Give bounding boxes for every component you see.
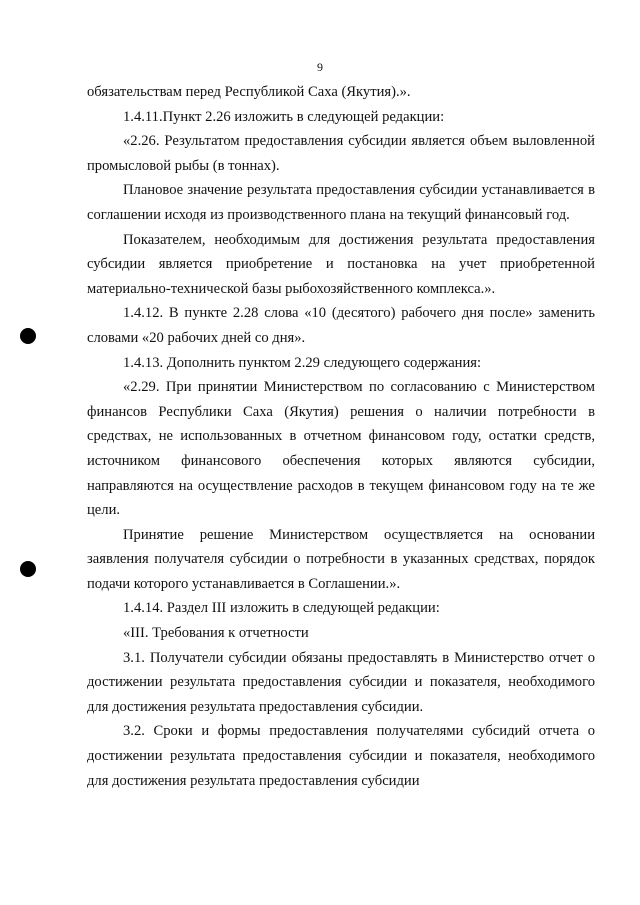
paragraph: обязательствам перед Республикой Саха (Якутия).». [87, 84, 411, 100]
paragraph: Принятие решение Министерством осуществляется на основании заявления получателя субсидии о потребности в указанных средствах, порядок подачи которого устанавливается в Соглашении.». [87, 526, 595, 592]
paragraph: 1.4.11.Пункт 2.26 изложить в следующей редакции: [123, 108, 445, 125]
paragraph: 1.4.13. Дополнить пунктом 2.29 следующего содержания: [123, 354, 482, 371]
paragraph: «2.26. Результатом предоставления субсидии является объем выловленной промысловой рыбы (в тоннах). [87, 133, 595, 174]
paragraph: 3.2. Сроки и формы предоставления получателями субсидий отчета о достижении результата предоставления субсидии и показателя, необходимого для достижения результата предоставления субсидии [87, 723, 595, 789]
document-body [87, 80, 595, 793]
paragraph: «2.29. При принятии Министерством по согласованию с Министерством финансов Республики Саха (Якутия) решения о наличии потребности в средствах, не использованных в отчетном финансовом году, остатки средств, источником финансового обеспечения которых являются субсидии, направляются на осуществление расходов в текущем финансовом году на те же цели. [87, 379, 595, 519]
paragraph: 3.1. Получатели субсидии обязаны предоставлять в Министерство отчет о достижении результата предоставления субсидии и показателя, необходимого для достижения результата предоставления субсидии. [87, 649, 595, 715]
paragraph: Показателем, необходимым для достижения результата предоставления субсидии является приобретение и постановка на учет приобретенной материально-технической базы рыбохозяйственного комплекса.». [87, 231, 595, 297]
section-heading: «III. Требования к отчетности [123, 625, 309, 642]
punch-hole-mark [20, 561, 36, 577]
page-number: 9 [317, 60, 323, 74]
paragraph: 1.4.12. В пункте 2.28 слова «10 (десятого) рабочего дня после» заменить словами «20 рабочих дней со дня». [87, 305, 595, 346]
paragraph: 1.4.14. Раздел III изложить в следующей редакции: [123, 600, 440, 617]
punch-hole-mark [20, 328, 36, 344]
paragraph: Плановое значение результата предоставления субсидии устанавливается в соглашении исходя из производственного плана на текущий финансовый год. [87, 182, 595, 223]
